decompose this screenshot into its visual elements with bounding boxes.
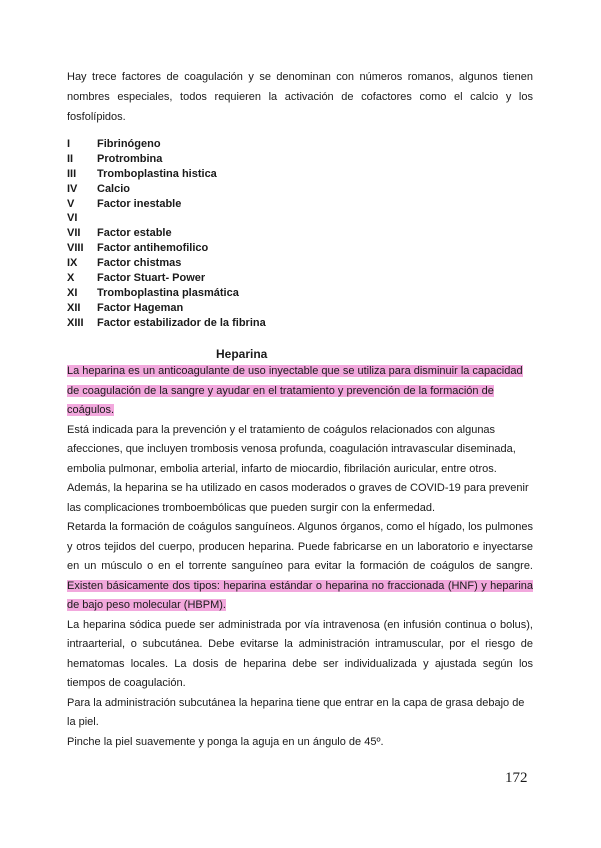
factor-number: XIII [67,316,84,329]
factor-item [67,226,533,241]
paragraph-indications: Está indicada para la prevención y el tratamiento de coágulos relacionados con algunas afecciones, que incluyen trombosis venosa profunda, coagulación intravascular diseminada, embolia pulmonar, embolia arterial, infarto de miocardio, fibrilación auricular, entre otros. [67,423,516,475]
factor-number: XII [67,301,81,314]
factor-name: Factor antihemofilico [97,242,209,255]
factor-item [67,182,533,197]
page-number: 172 [505,770,528,786]
intro-paragraph: Hay trece factores de coagulación y se denominan con números romanos, algunos tienen nombres especiales, todos requieren la activación de cofactores como el calcio y los fosfolípidos. [67,71,533,123]
factor-item [67,167,533,182]
factor-item [67,256,533,271]
paragraph-covid: Además, la heparina se ha utilizado en casos moderados o graves de COVID-19 para prevenir las complicaciones tromboembólicas que pueden surgir con la enfermedad. [67,482,529,514]
factor-number: I [67,138,71,150]
factor-item [67,211,533,226]
coagulation-factor-list [67,137,533,331]
factor-name: Calcio [97,182,131,195]
paragraph-definition [67,362,533,421]
factor-name: Factor inestable [97,197,182,210]
factor-number: X [67,272,75,285]
factor-name: Fibrinógeno [97,138,161,150]
factor-number: II [67,152,74,165]
factor-number: V [67,197,75,210]
factor-item [67,286,533,301]
factor-item [67,271,533,286]
factor-name: Tromboplastina plasmática [97,286,239,299]
factor-name: Factor estable [97,227,172,240]
factor-number: III [67,167,77,180]
factor-name: Factor estabilizador de la fibrina [97,316,266,329]
heparina-body [67,362,533,752]
factor-item [67,301,533,316]
factor-item [67,316,533,331]
factor-number: XI [67,286,78,299]
factor-number: VIII [67,242,84,255]
section-title: Heparina [216,347,268,361]
paragraph-injection: Pinche la piel suavemente y ponga la aguja en un ángulo de 45º. [67,735,384,748]
factor-number: VII [67,227,81,240]
highlighted-text: Existen básicamente dos tipos: heparina estándar o heparina no fraccionada (HNF) y heparina de bajo peso molecular (HBPM). [67,579,533,611]
paragraph-administration: La heparina sódica puede ser administrada por vía intravenosa (en infusión continua o bolus), intraarterial, o subcutánea. Debe evitarse la administración intramuscular, por el riesgo de hematomas locales. La dosis de heparina debe ser individualizada y ajustada según los tiempos de coagulación. [67,618,533,689]
paragraph-subcutaneous: Para la administración subcutánea la heparina tiene que entrar en la capa de grasa debajo de la piel. [67,696,525,728]
factor-name: Factor Stuart- Power [97,272,206,285]
factor-name: Factor Hageman [97,301,184,314]
factor-number: VI [67,212,78,225]
factor-name: Tromboplastina histica [97,167,217,180]
paragraph-production [67,518,533,616]
factor-number: IV [67,182,78,195]
factor-name: Protrombina [97,152,163,165]
factor-item [67,241,533,256]
highlighted-text: La heparina es un anticoagulante de uso inyectable que se utiliza para disminuir la capacidad de coagulación de la sangre y ayudar en el tratamiento y prevención de la formación de coágulos. [67,365,523,416]
factor-name: Factor chistmas [97,257,182,270]
paragraph-production-text: Retarda la formación de coágulos sanguíneos. Algunos órganos, como el hígado, los pulmones y otros tejidos del cuerpo, producen heparina. Puede fabricarse en un laboratorio e inyectarse en un músculo o en el torrente sanguíneo para evitar la formación de coágulos de sangre. [67,521,533,572]
factor-number: IX [67,257,78,270]
factor-item [67,152,533,167]
factor-item [67,197,533,212]
factor-item [67,137,533,152]
